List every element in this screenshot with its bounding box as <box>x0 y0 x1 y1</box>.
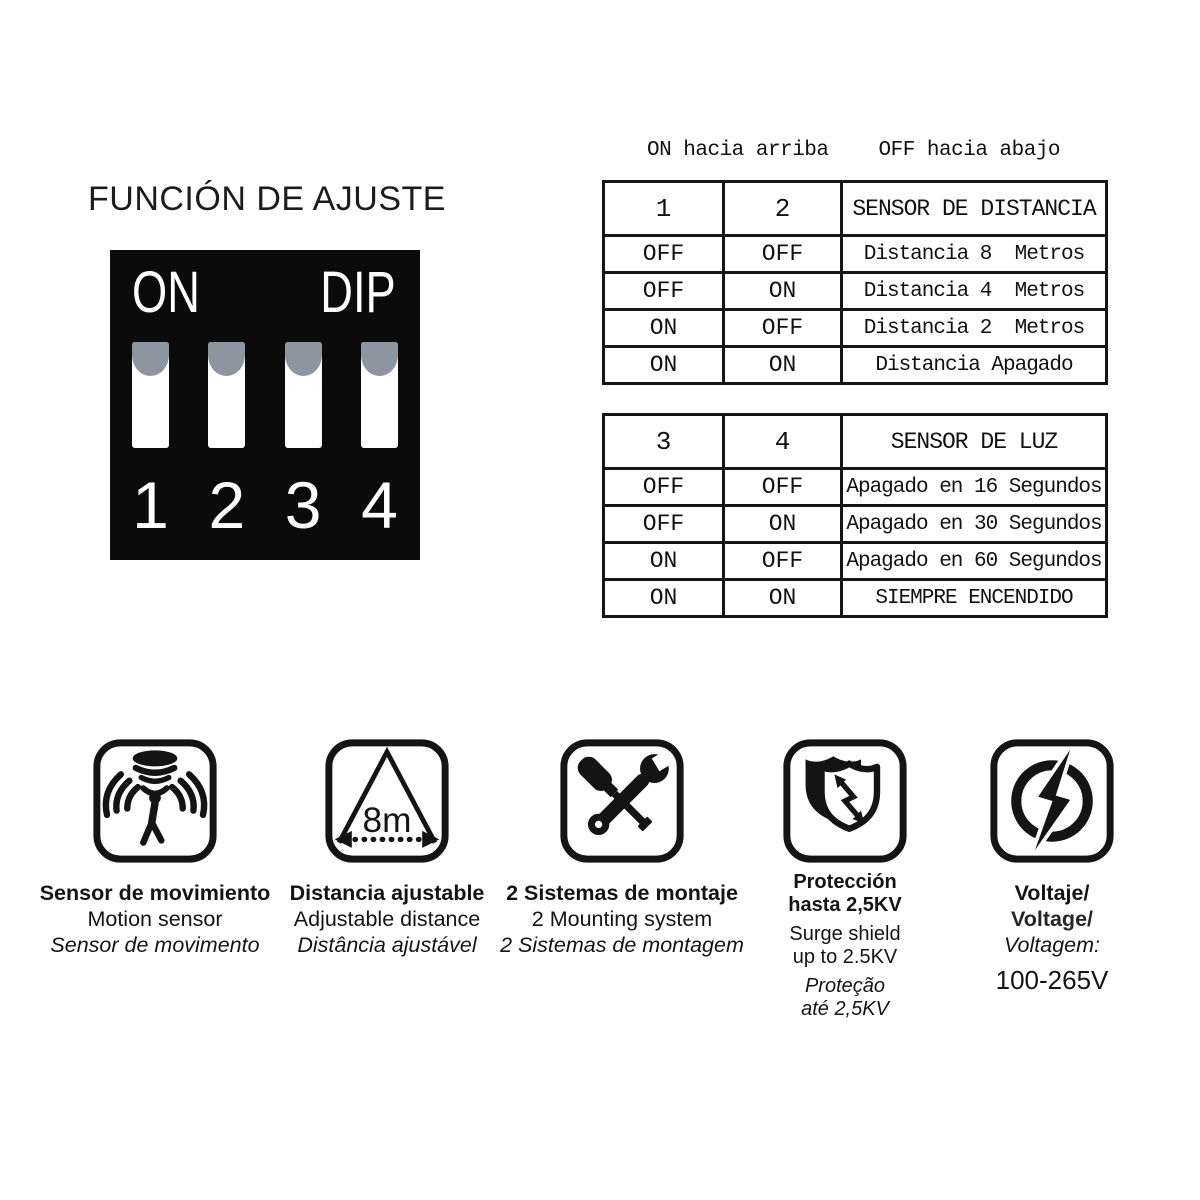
table-row <box>604 236 1107 273</box>
dip-switch-panel <box>110 250 420 560</box>
dip-number-3: 3 <box>284 468 322 542</box>
light-table <box>602 413 1108 618</box>
table-cell: SIEMPRE ENCENDIDO <box>842 580 1107 617</box>
feature-caption-line: 2 Mounting system <box>531 907 713 931</box>
table-header-cell: SENSOR DE LUZ <box>842 415 1107 469</box>
table-cell: ON <box>604 543 724 580</box>
feature-caption-line: Sensor de movimento <box>50 933 260 957</box>
mounting-tools-icon <box>558 736 686 866</box>
table-row <box>604 415 1107 469</box>
table-cell: OFF <box>724 543 842 580</box>
feature-voltage <box>962 736 1142 993</box>
table-header-cell: 2 <box>724 182 842 236</box>
dip-lever-cap <box>361 342 398 376</box>
feature-caption-line: até 2,5KV <box>801 997 889 1020</box>
feature-caption-line: Proteção <box>804 975 886 997</box>
table-cell: ON <box>604 347 724 384</box>
table-cell: Distancia 8 Metros <box>842 236 1107 273</box>
dip-lever-4 <box>361 342 398 448</box>
table-row <box>604 347 1107 384</box>
feature-caption-line: Protección <box>793 871 897 893</box>
table-cell: Apagado en 60 Segundos <box>842 543 1107 580</box>
table-row <box>604 310 1107 347</box>
feature-caption-line: Distância ajustável <box>297 933 477 957</box>
feature-caption-line: 2 Sistemas de montaje <box>506 881 738 905</box>
table-cell: ON <box>724 506 842 543</box>
dip-lever-2 <box>208 342 245 448</box>
feature-caption-line: Motion sensor <box>87 907 223 931</box>
feature-caption-line: up to 2.5KV <box>792 945 898 968</box>
legend-on-note: ON hacia arriba <box>646 139 829 162</box>
voltage-icon <box>988 736 1116 866</box>
feature-mounting-systems <box>487 736 757 958</box>
table-cell: OFF <box>604 469 724 506</box>
dip-lever-cap <box>285 342 322 376</box>
legend-off-note: OFF hacia abajo <box>878 139 1061 162</box>
range-label: 8m <box>362 800 412 840</box>
feature-caption-line: Sensor de movimiento <box>39 881 271 905</box>
table-cell: Distancia 2 Metros <box>842 310 1107 347</box>
dip-lever-cap <box>208 342 245 376</box>
feature-caption-line: 100-265V <box>995 965 1109 995</box>
table-cell: Distancia 4 Metros <box>842 273 1107 310</box>
dip-number-1: 1 <box>132 468 169 542</box>
feature-caption-line: Voltaje/ <box>1014 881 1090 905</box>
distance-table <box>602 180 1108 385</box>
table-cell: OFF <box>604 506 724 543</box>
table-cell: OFF <box>604 273 724 310</box>
table-cell: OFF <box>604 236 724 273</box>
adjustable-distance-icon <box>323 736 451 866</box>
page-title: FUNCIÓN DE AJUSTE <box>88 180 446 218</box>
table-cell: Distancia Apagado <box>842 347 1107 384</box>
dip-lever-3 <box>285 342 322 448</box>
settings-legend <box>602 139 1105 162</box>
table-cell: OFF <box>724 310 842 347</box>
feature-caption-line: Voltagem: <box>1003 933 1100 957</box>
feature-surge-protection <box>755 736 935 1020</box>
table-row <box>604 543 1107 580</box>
table-row <box>604 273 1107 310</box>
feature-caption-line: hasta 2,5KV <box>788 893 902 916</box>
table-header-cell: 1 <box>604 182 724 236</box>
feature-caption-line: Surge shield <box>789 923 901 945</box>
feature-adjustable-distance <box>272 736 502 958</box>
table-cell: ON <box>604 310 724 347</box>
table-cell: OFF <box>724 469 842 506</box>
table-row <box>604 469 1107 506</box>
feature-motion-sensor <box>30 736 280 958</box>
dip-dip-label: DIP <box>320 260 396 325</box>
table-row <box>604 182 1107 236</box>
feature-caption-line: Adjustable distance <box>293 907 481 931</box>
table-header-cell: 3 <box>604 415 724 469</box>
feature-caption-line: Distancia ajustable <box>289 881 485 905</box>
feature-caption-line: 2 Sistemas de montagem <box>500 933 744 957</box>
feature-caption-line: Voltage/ <box>1010 907 1094 931</box>
table-cell: OFF <box>724 236 842 273</box>
surge-shield-icon <box>781 736 909 866</box>
dip-number-4: 4 <box>361 468 398 542</box>
table-cell: ON <box>724 347 842 384</box>
table-row <box>604 506 1107 543</box>
table-cell: ON <box>724 273 842 310</box>
table-cell: Apagado en 16 Segundos <box>842 469 1107 506</box>
table-row <box>604 580 1107 617</box>
dip-on-label: ON <box>132 260 200 325</box>
dip-levers <box>110 342 420 448</box>
table-cell: ON <box>724 580 842 617</box>
motion-sensor-icon <box>91 736 219 866</box>
table-cell: Apagado en 30 Segundos <box>842 506 1107 543</box>
table-cell: ON <box>604 580 724 617</box>
dip-lever-cap <box>132 342 169 376</box>
dip-lever-1 <box>132 342 169 448</box>
dip-number-2: 2 <box>208 468 246 542</box>
table-header-cell: 4 <box>724 415 842 469</box>
table-header-cell: SENSOR DE DISTANCIA <box>842 182 1107 236</box>
